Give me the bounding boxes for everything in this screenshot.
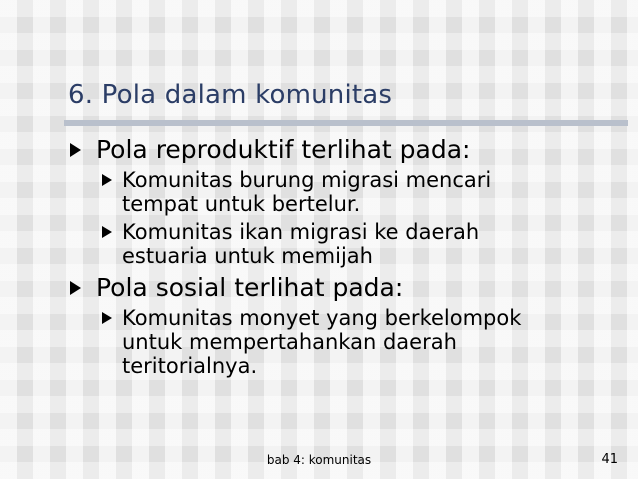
bullet-item — [60, 272, 620, 304]
triangle-bullet-icon — [102, 226, 112, 238]
sub-bullet-line: teritorialnya. — [122, 354, 258, 378]
bullet-item — [60, 134, 620, 166]
sub-bullet-line: estuaria untuk memijah — [122, 244, 373, 268]
slide-content — [60, 134, 620, 382]
sub-bullet-line: untuk mempertahankan daerah — [122, 330, 457, 354]
sub-bullet-item — [60, 220, 620, 268]
triangle-bullet-icon — [102, 174, 112, 186]
sub-bullet-item — [60, 306, 620, 378]
sub-bullet-line: Komunitas burung migrasi mencari — [122, 168, 492, 192]
bullet-text: Pola reproduktif terlihat pada: — [96, 135, 471, 164]
sub-bullet-item — [60, 168, 620, 216]
triangle-bullet-icon — [70, 143, 81, 157]
title-underline — [64, 120, 628, 126]
sub-bullet-line: tempat untuk bertelur. — [122, 192, 361, 216]
bullet-text: Pola sosial terlihat pada: — [96, 273, 404, 302]
triangle-bullet-icon — [70, 281, 81, 295]
sub-bullet-line: Komunitas monyet yang berkelompok — [122, 306, 522, 330]
footer-chapter-label: bab 4: komunitas — [266, 453, 372, 467]
triangle-bullet-icon — [102, 312, 112, 324]
sub-bullet-line: Komunitas ikan migrasi ke daerah — [122, 220, 480, 244]
slide-title: 6. Pola dalam komunitas — [68, 80, 393, 110]
page-number: 41 — [601, 452, 618, 467]
